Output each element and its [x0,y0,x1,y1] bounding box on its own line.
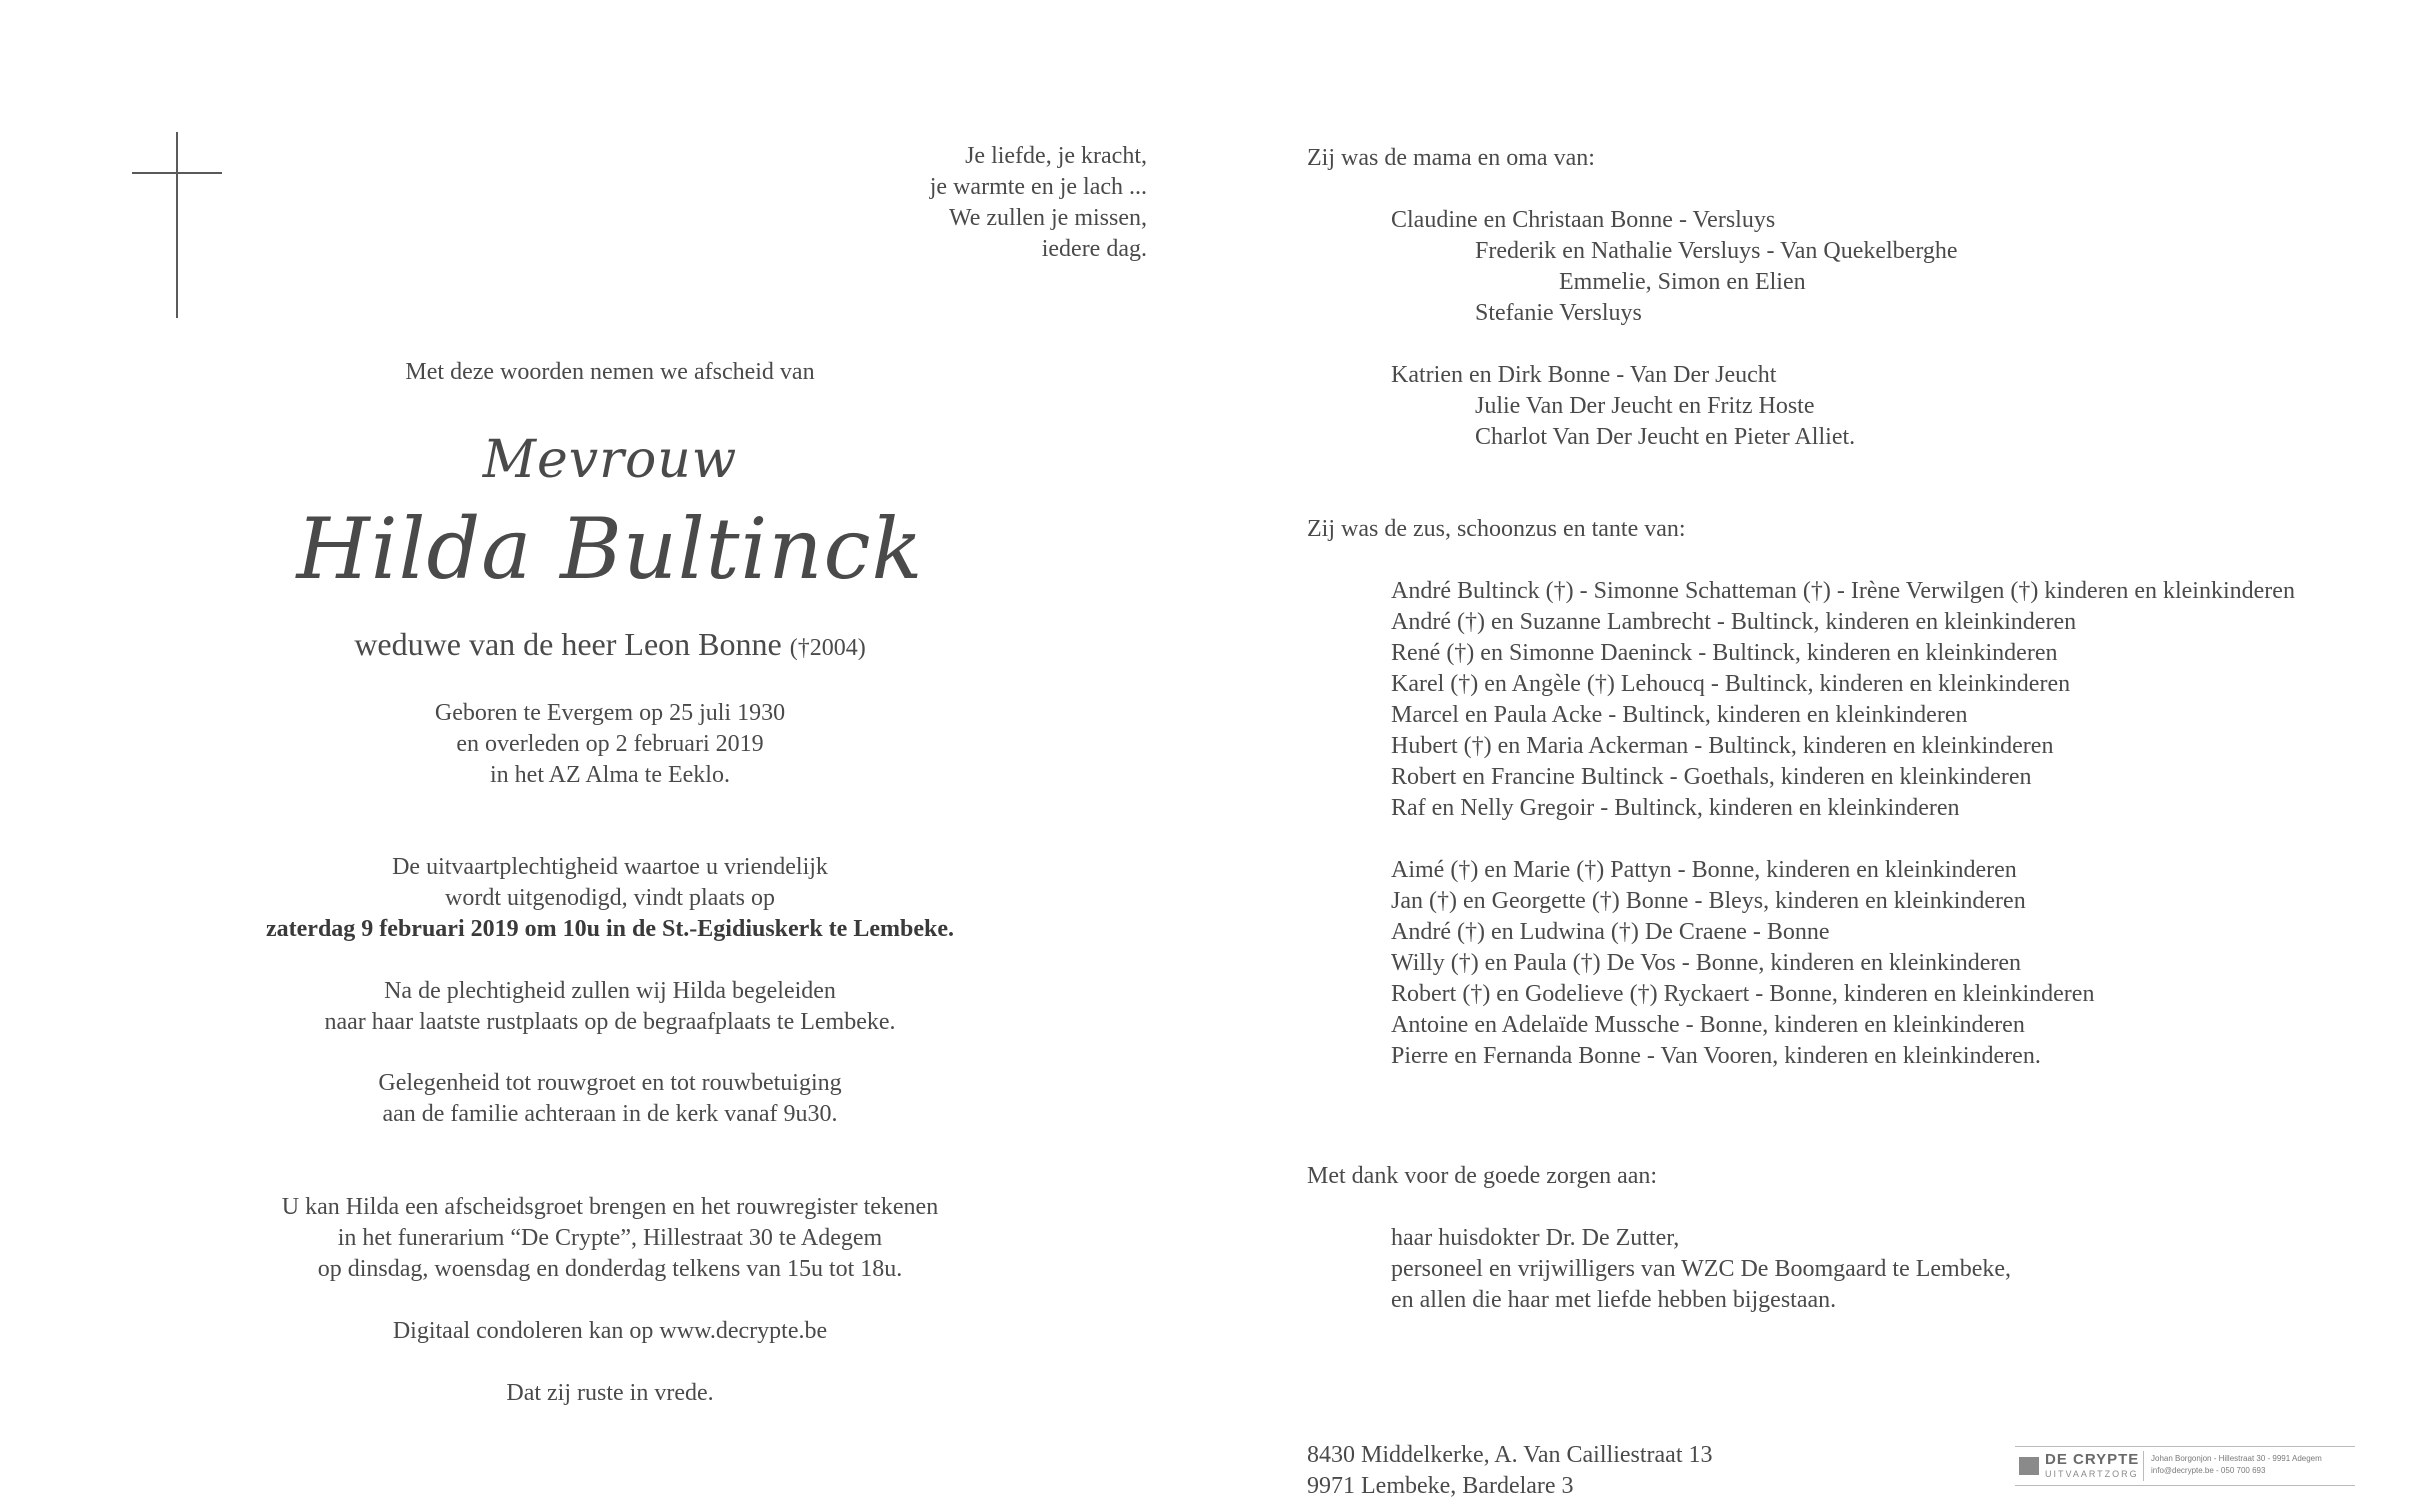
widow-line [200,626,1020,663]
sibling-line: Jan (†) en Georgette (†) Bonne - Bleys, kinderen en kleinkinderen [1391,888,2026,914]
ceremony-date: zaterdag 9 februari 2019 om 10u in de St.-Egidiuskerk te Lembeke. [266,916,954,942]
title-mevrouw: Mevrouw [482,430,738,490]
family-parent: Katrien en Dirk Bonne - Van Der Jeucht [1391,362,1777,388]
mother-heading: Zij was de mama en oma van: [1307,145,1595,171]
thanks-section [1307,1161,2011,1316]
poem-line: je warmte en je lach ... [929,174,1147,200]
sibling-line: Karel (†) en Angèle (†) Lehoucq - Bultinck, kinderen en kleinkinderen [1391,671,2071,697]
logo-contact-line: Johan Borgonjon - Hillestraat 30 - 9991 Adegem [2151,1454,2322,1463]
digital-condolence: Digitaal condoleren kan op www.decrypte.be [392,1318,828,1344]
cross-icon-horizontal [132,172,222,174]
logo-contact-line: info@decrypte.be - 050 700 693 [2151,1466,2266,1475]
ceremony-info [200,852,1020,945]
funeral-home-info [200,1192,1020,1285]
sibling-line: Pierre en Fernanda Bonne - Van Vooren, kinderen en kleinkinderen. [1391,1043,2041,1069]
birth-line: Geboren te Evergem op 25 juli 1930 [434,700,786,726]
logo-subtitle: UITVAARTZORG [2045,1469,2139,1479]
family-child: Frederik en Nathalie Versluys - Van Quekelberghe [1475,238,1958,264]
logo-name: DE CRYPTE [2045,1451,2140,1468]
sibling-line: Willy (†) en Paula (†) De Vos - Bonne, kinderen en kleinkinderen [1391,950,2021,976]
birth-line: in het AZ Alma te Eeklo. [490,762,730,788]
sister-section [1307,514,2295,1072]
funeral-home-logo [2015,1446,2355,1486]
cross-icon-vertical [176,132,178,318]
thanks-heading: Met dank voor de goede zorgen aan: [1307,1163,1658,1189]
ceremony-line: De uitvaartplechtigheid waartoe u vriendelijk [392,854,828,880]
sibling-line: Aimé (†) en Marie (†) Pattyn - Bonne, kinderen en kleinkinderen [1391,857,2017,883]
sibling-line: Marcel en Paula Acke - Bultinck, kinderen en kleinkinderen [1391,702,1968,728]
sibling-line: André (†) en Ludwina (†) De Craene - Bonne [1391,919,1830,945]
sibling-line: Robert (†) en Godelieve (†) Ryckaert - Bonne, kinderen en kleinkinderen [1391,981,2095,1007]
burial-line: Na de plechtigheid zullen wij Hilda begeleiden [384,978,836,1004]
burial-info [200,976,1020,1038]
intro-text: Met deze woorden nemen we afscheid van [405,359,815,385]
address-line: 8430 Middelkerke, A. Van Cailliestraat 13 [1307,1442,1713,1468]
poem-line: iedere dag. [1041,236,1147,262]
sibling-line: Antoine en Adelaïde Mussche - Bonne, kinderen en kleinkinderen [1391,1012,2025,1038]
rest-in-peace: Dat zij ruste in vrede. [506,1380,714,1406]
address-line: 9971 Lembeke, Bardelare 3 [1307,1473,1574,1499]
addresses [1307,1440,1712,1502]
sibling-line: Hubert (†) en Maria Ackerman - Bultinck, kinderen en kleinkinderen [1391,733,2054,759]
thanks-line: en allen die haar met liefde hebben bijgestaan. [1391,1287,1837,1313]
sibling-line: André Bultinck (†) - Simonne Schatteman (†) - Irène Verwilgen (†) kinderen en kleinkinderen [1391,578,2295,604]
ceremony-line: wordt uitgenodigd, vindt plaats op [445,885,775,911]
burial-line: naar haar laatste rustplaats op de begraafplaats te Lembeke. [324,1009,896,1035]
poem [930,141,1147,265]
sister-heading: Zij was de zus, schoonzus en tante van: [1307,516,1686,542]
logo-divider [2143,1451,2144,1481]
poem-line: Je liefde, je kracht, [965,143,1147,169]
crypte-logo-icon [2019,1457,2039,1475]
condolence-info [200,1068,1020,1130]
birth-line: en overleden op 2 februari 2019 [456,731,764,757]
family-child: Stefanie Versluys [1475,300,1642,326]
logo-contact [2151,1453,2322,1477]
widow-text: weduwe van de heer Leon Bonne [354,626,782,662]
funeral-home-line: op dinsdag, woensdag en donderdag telkens van 15u tot 18u. [317,1256,903,1282]
deceased-name: Hilda Bultinck [296,500,924,598]
condolence-line: aan de familie achteraan in de kerk vanaf 9u30. [382,1101,838,1127]
family-child: Charlot Van Der Jeucht en Pieter Alliet. [1475,424,1856,450]
family-parent: Claudine en Christaan Bonne - Versluys [1391,207,1776,233]
family-child: Julie Van Der Jeucht en Fritz Hoste [1475,393,1815,419]
thanks-line: haar huisdokter Dr. De Zutter, [1391,1225,1680,1251]
thanks-line: personeel en vrijwilligers van WZC De Boomgaard te Lembeke, [1391,1256,2012,1282]
family-grandchildren: Emmelie, Simon en Elien [1559,269,1806,295]
mother-section [1307,143,1958,453]
sibling-line: René (†) en Simonne Daeninck - Bultinck, kinderen en kleinkinderen [1391,640,2058,666]
condolence-line: Gelegenheid tot rouwgroet en tot rouwbetuiging [378,1070,842,1096]
sibling-line: Robert en Francine Bultinck - Goethals, kinderen en kleinkinderen [1391,764,2032,790]
funeral-home-line: U kan Hilda een afscheidsgroet brengen en het rouwregister tekenen [281,1194,939,1220]
sibling-line: Raf en Nelly Gregoir - Bultinck, kinderen en kleinkinderen [1391,795,1960,821]
poem-line: We zullen je missen, [948,205,1147,231]
funeral-home-line: in het funerarium “De Crypte”, Hillestraat 30 te Adegem [337,1225,883,1251]
birth-death-info [200,698,1020,791]
sibling-line: André (†) en Suzanne Lambrecht - Bultinck, kinderen en kleinkinderen [1391,609,2077,635]
widow-year: (†2004) [789,635,866,661]
